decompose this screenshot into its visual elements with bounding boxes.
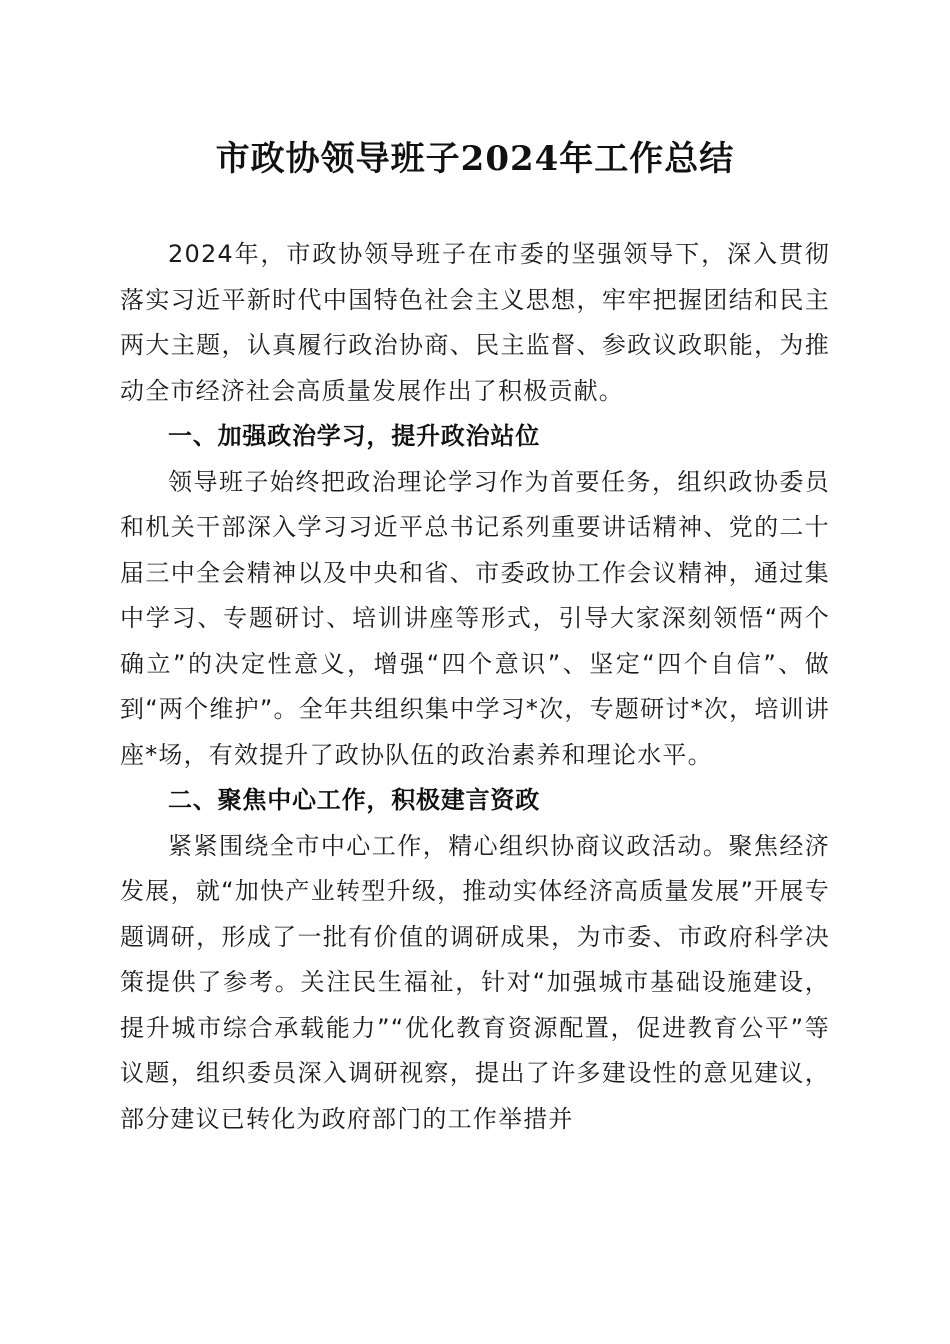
section-paragraph-1: 领导班子始终把政治理论学习作为首要任务，组织政协委员和机关干部深入学习习近平总书记系列重要讲话精神、党的二十届三中全会精神以及中央和省、市委政协工作会议精神，通过集中学习、专题研讨、培训讲座等形式，引导大家深刻领悟“两个确立”的决定性意义，增强“四个意识”、坚定“四个自信”、做到“两个维护”。全年共组织集中学习*次，专题研讨*次，培训讲座*场，有效提升了政协队伍的政治素养和理论水平。 — [120, 467, 830, 769]
document-body — [120, 232, 830, 1142]
section-heading-1: 一、加强政治学习，提升政治站位 — [168, 422, 540, 450]
document-title: 市政协领导班子2024年工作总结 — [215, 139, 735, 179]
section-paragraph-2: 紧紧围绕全市中心工作，精心组织协商议政活动。聚焦经济发展，就“加快产业转型升级，推动实体经济高质量发展”开展专题调研，形成了一批有价值的调研成果，为市委、市政府科学决策提供了参考。关注民生福祉，针对“加强城市基础设施建设，提升城市综合承载能力”“优化教育资源配置，促进教育公平”等议题，组织委员深入调研视察，提出了许多建设性的意见建议，部分建议已转化为政府部门的工作举措并 — [120, 831, 830, 1133]
intro-paragraph: 2024年，市政协领导班子在市委的坚强领导下，深入贯彻落实习近平新时代中国特色社会主义思想，牢牢把握团结和民主两大主题，认真履行政治协商、民主监督、参政议政职能，为推动全市经济社会高质量发展作出了积极贡献。 — [120, 240, 830, 405]
section-heading-2: 二、聚焦中心工作，积极建言资政 — [168, 786, 540, 814]
